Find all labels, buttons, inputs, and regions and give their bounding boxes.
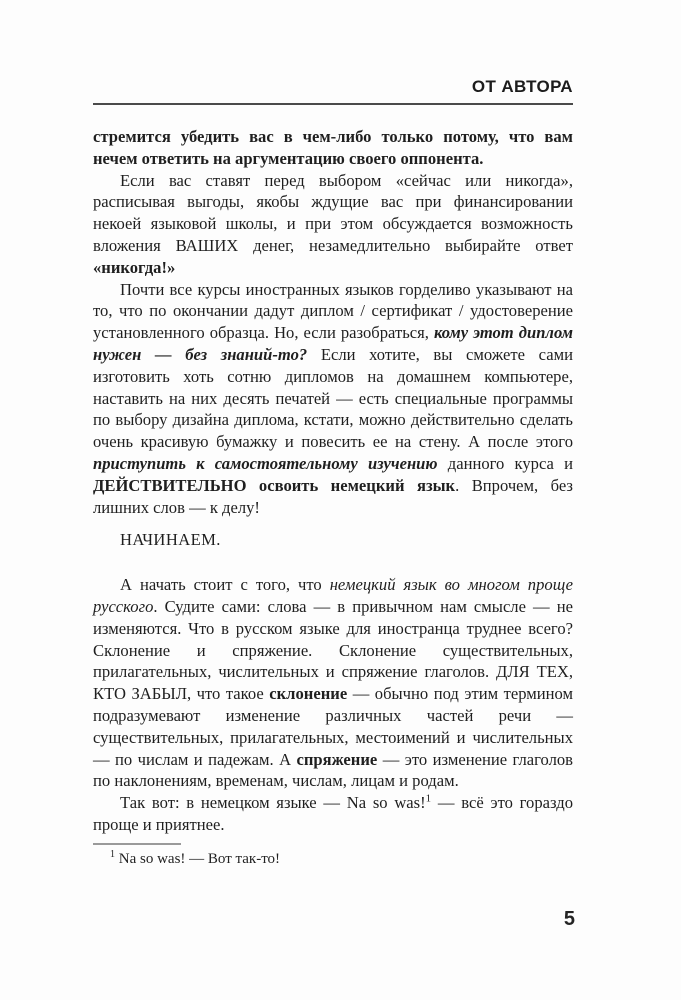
text-segment: — это изменение глаголов по наклонениям, временам, числам, лицам и родам. — [93, 749, 573, 791]
text-segment: «никогда!» — [93, 257, 176, 277]
footnote-marker: 1 — [110, 848, 115, 860]
section-heading — [93, 529, 573, 551]
text-segment: НАЧИНАЕМ. — [120, 530, 221, 550]
text-segment: Если хотите, вы сможете сами изготовить хоть сотню дипломов на домашнем компьютере, наставить на них десять печатей — есть специальные программы по выбору дизайна диплома, кстати, можно действительно сделать очень красивую бумажку и повесить ее на стену. А после этого — [93, 344, 573, 452]
text-segment: Почти все курсы иностранных языков горделиво указывают на то, что по окончании дадут диплом / сертификат / удостоверение установленного образца. Но, если разобраться, — [93, 279, 573, 343]
text-segment: кому этот диплом нужен — без знаний-то? — [93, 323, 573, 364]
paragraph — [93, 574, 573, 792]
page-header-title: ОТ АВТОРА — [471, 77, 573, 96]
footnote-reference: 1 — [425, 792, 432, 805]
text-segment: приступить к самостоятельному изучению — [93, 453, 438, 473]
footnote — [93, 850, 573, 869]
page-number: 5 — [563, 908, 575, 930]
text-segment: спряжение — [296, 749, 378, 769]
text-segment: Если вас ставят перед выбором «сейчас или никогда», расписывая выгоды, якобы ждущие вас при финансировании некоей языковой школы, и при этом обсуждается возможность вложения ВАШИХ денег, незамедлительно выбирайте ответ — [93, 170, 573, 255]
text-segment: А начать стоит с того, что — [120, 575, 330, 595]
footnote-text: Na so was! — Вот так-то! — [118, 850, 281, 867]
footnote-block — [93, 843, 573, 869]
text-segment: . Судите сами: слова — в привычном нам смысле — не изменяются. Что в русском языке для иностранца труднее всего? Склонение и спряжение. Склонение существительных, прилагательных, числительных и спряжение глаголов. ДЛЯ ТЕХ, КТО ЗАБЫЛ, что такое — [93, 596, 573, 704]
text-segment: стремится убедить вас в чем-либо только потому, что вам нечем ответить на аргументацию своего оппонента. — [93, 127, 573, 168]
paragraph — [93, 792, 573, 836]
paragraph — [93, 126, 573, 170]
paragraph — [93, 279, 573, 519]
running-head — [93, 77, 573, 105]
text-segment: ДЕЙСТВИТЕЛЬНО освоить немецкий язык — [93, 475, 456, 495]
text-segment: — всё это гораздо проще и приятнее. — [93, 793, 573, 834]
text-segment: . Впрочем, без лишних слов — к делу! — [93, 475, 573, 517]
text-segment: — обычно под этим термином подразумевают изменение различных частей речи — существительных, прилагательных, местоимений и числительных — по числам и падежам. А — [93, 684, 573, 769]
text-segment: склонение — [269, 684, 348, 704]
text-segment: данного курса и — [437, 453, 573, 473]
footnote-rule — [93, 843, 181, 845]
text-segment: Так вот: в немецком языке — Na so was! — [120, 793, 426, 813]
body-text — [93, 126, 573, 836]
header-rule — [93, 103, 573, 105]
paragraph — [93, 170, 573, 279]
text-segment: немецкий язык во многом проще русского — [93, 575, 573, 616]
